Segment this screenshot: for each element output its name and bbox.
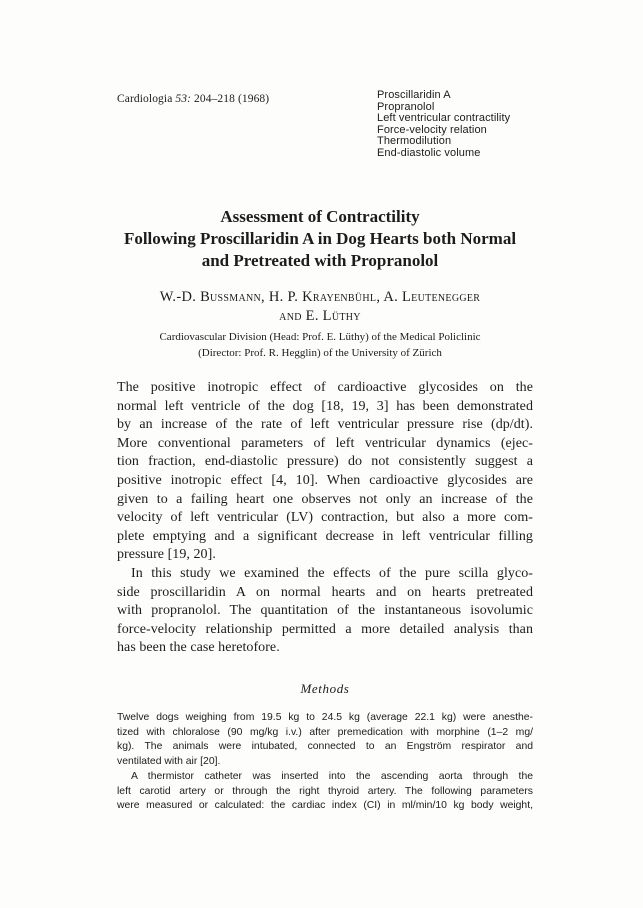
text-line: A thermistor catheter was inserted into the ascending aorta through the bbox=[131, 770, 533, 782]
text-line: with propranolol. The quantitation of the instantaneous isovolumic bbox=[117, 603, 533, 619]
authors-line: and E. Lüthy bbox=[279, 308, 361, 324]
journal-name: Cardiologia bbox=[117, 93, 173, 105]
text-line: tion fraction, end-diastolic pressure) do not consistently suggest a bbox=[117, 454, 533, 470]
citation-line bbox=[117, 93, 269, 105]
keyword-list bbox=[377, 90, 510, 160]
affiliation bbox=[100, 329, 540, 361]
journal-volume: 53: bbox=[175, 93, 192, 105]
paragraph bbox=[117, 711, 533, 770]
text-line: More conventional parameters of left ventricular dynamics (ejec- bbox=[117, 435, 533, 451]
text-line: Twelve dogs weighing from 19.5 kg to 24.5 kg (average 22.1 kg) were anesthe- bbox=[117, 712, 533, 723]
text-line: given to a failing heart one observes not only an increase of the bbox=[117, 491, 533, 507]
pages-year: 204–218 (1968) bbox=[194, 93, 270, 105]
keyword: End-diastolic volume bbox=[377, 146, 481, 159]
text-line: has been the case heretofore. bbox=[117, 640, 280, 656]
author-list bbox=[100, 288, 540, 326]
title-line: and Pretreated with Propranolol bbox=[201, 251, 439, 270]
text-line: force-velocity relationship permitted a more detailed analysis than bbox=[117, 621, 533, 637]
keyword: Force-velocity relation bbox=[377, 123, 487, 136]
article-title bbox=[100, 206, 540, 272]
title-line: Following Proscillaridin A in Dog Hearts both Normal bbox=[123, 229, 517, 248]
paragraph bbox=[117, 770, 533, 814]
text-line: side proscillaridin A on normal hearts and on hearts pretreated bbox=[117, 584, 533, 600]
text-line: left carotid artery or through the right thyroid artery. The following parameters bbox=[117, 785, 533, 797]
title-line: Assessment of Contractility bbox=[220, 207, 420, 226]
text-line: ventilated with air [20]. bbox=[117, 756, 221, 768]
affiliation-line: (Director: Prof. R. Hegglin) of the University of Zürich bbox=[198, 347, 442, 359]
text-line: tized with chloralose (90 mg/kg i.v.) after premedication with morphine (1–2 mg/ bbox=[117, 726, 533, 738]
text-line: velocity of left ventricular (LV) contraction, but also a more com- bbox=[117, 510, 533, 526]
text-line: plete emptying and a significant decrease in left ventricular filling bbox=[117, 528, 533, 544]
methods-text bbox=[117, 711, 533, 814]
text-line: by an increase of the rate of left ventricular pressure rise (dp/dt). bbox=[117, 417, 533, 433]
section-heading-methods: Methods bbox=[300, 681, 350, 696]
keyword: Proscillaridin A bbox=[377, 89, 451, 101]
keyword: Left ventricular contractility bbox=[377, 112, 511, 125]
text-line: normal left ventricle of the dog [18, 19, 3] has been demonstrated bbox=[117, 398, 533, 414]
introduction-text bbox=[117, 379, 533, 658]
text-line: kg). The animals were intubated, connected to an Engström respirator and bbox=[117, 741, 533, 753]
text-line: pressure [19, 20]. bbox=[117, 547, 216, 563]
authors-line: W.-D. Bussmann, H. P. Krayenbühl, A. Leutenegger bbox=[159, 289, 481, 305]
paragraph bbox=[117, 565, 533, 658]
paragraph bbox=[117, 379, 533, 565]
text-line: were measured or calculated: the cardiac index (CI) in ml/min/10 kg body weight, bbox=[117, 800, 533, 812]
text-line: positive inotropic effect [4, 10]. When cardioactive glycosides are bbox=[117, 472, 533, 488]
text-line: In this study we examined the effects of the pure scilla glyco- bbox=[131, 565, 533, 581]
keyword: Thermodilution bbox=[377, 135, 452, 148]
affiliation-line: Cardiovascular Division (Head: Prof. E. Lüthy) of the Medical Policlinic bbox=[159, 331, 481, 343]
text-line: The positive inotropic effect of cardioactive glycosides on the bbox=[117, 380, 533, 395]
keyword: Propranolol bbox=[377, 100, 435, 113]
